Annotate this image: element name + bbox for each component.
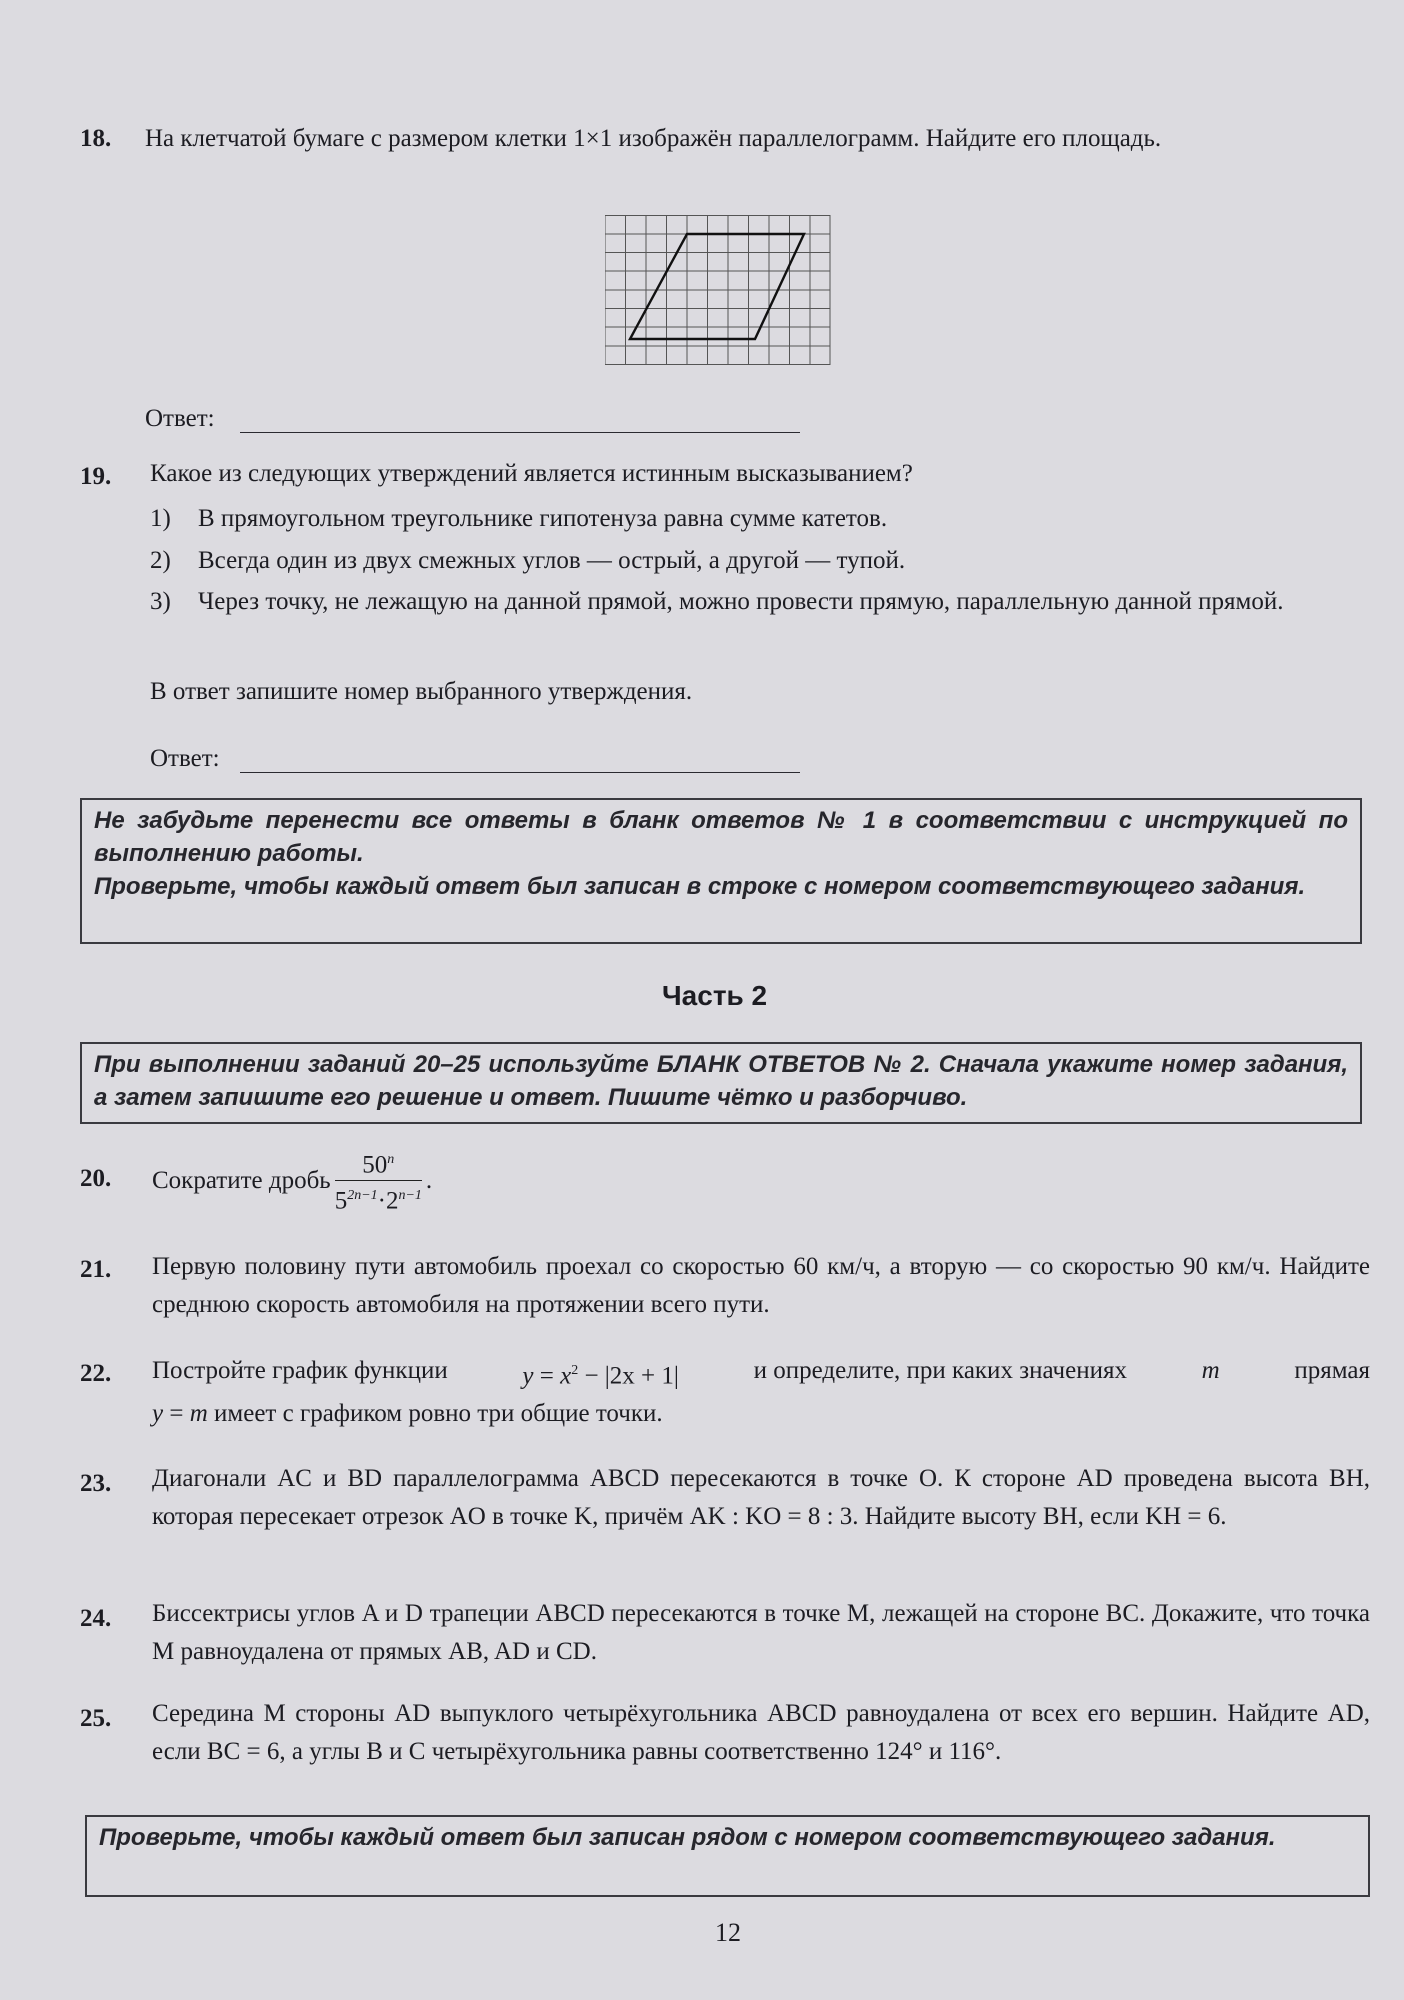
question-text-20: Сократите дробь bbox=[152, 1166, 331, 1194]
question-number-20: 20. bbox=[80, 1165, 112, 1192]
notice-box-check-answers bbox=[85, 1815, 1370, 1897]
notice-box-transfer-answers bbox=[80, 798, 1362, 944]
q22-mid: и определите, при каких значениях bbox=[753, 1357, 1127, 1384]
part-2-instruction-box bbox=[80, 1042, 1362, 1124]
question-20-period: . bbox=[425, 1166, 433, 1194]
option-3 bbox=[150, 583, 1360, 621]
line2-m: m bbox=[189, 1400, 208, 1427]
notice-2-text: Проверьте, чтобы каждый ответ был записан рядом с номером соответствующего задания. bbox=[99, 1824, 1276, 1851]
denominator-base-2: 2 bbox=[385, 1187, 399, 1215]
part-2-heading: Часть 2 bbox=[662, 980, 768, 1011]
notice-line-2: Проверьте, чтобы каждый ответ был записан в строке с номером соответствующего задания. bbox=[94, 873, 1306, 900]
denominator-base-1: 5 bbox=[334, 1187, 348, 1215]
option-number: 1) bbox=[150, 505, 171, 532]
question-text-23: Диагонали AC и BD параллелограмма ABCD пересекаются в точке O. К стороне AD проведена высота BH, которая пересекает отрезок AO в точке K, причём AK : KO = 8 : 3. Найдите высоту BH, если KH = 6. bbox=[152, 1465, 1370, 1530]
question-number-18: 18. bbox=[80, 125, 112, 152]
question-text-25: Середина M стороны AD выпуклого четырёхугольника ABCD равноудалена от всех его вершин. Найдите AD, если BC = 6, а углы B и C четырёхугольника равны соответственно 124° и 116°. bbox=[152, 1700, 1370, 1765]
answer-instruction-19: В ответ запишите номер выбранного утверждения. bbox=[150, 678, 693, 705]
grid-lines bbox=[605, 215, 830, 365]
question-number-24: 24. bbox=[80, 1605, 112, 1632]
option-number: 2) bbox=[150, 547, 171, 574]
option-2 bbox=[150, 542, 1360, 580]
option-text: Всегда один из двух смежных углов — острый, а другой — тупой. bbox=[198, 547, 906, 574]
formula-y: y bbox=[522, 1362, 534, 1390]
numerator-base: 50 bbox=[362, 1151, 388, 1179]
line2-text: имеет с графиком ровно три общие точки. bbox=[214, 1400, 663, 1427]
question-number-25: 25. bbox=[80, 1705, 112, 1732]
question-22-line-1 bbox=[152, 1352, 1370, 1395]
question-number-19: 19. bbox=[80, 463, 112, 490]
parallelogram-grid-figure bbox=[605, 215, 831, 367]
answer-field-19[interactable] bbox=[240, 772, 800, 773]
q22-formula bbox=[522, 1352, 679, 1395]
denominator-exponent-1: 2n−1 bbox=[347, 1188, 378, 1204]
formula-x: x bbox=[560, 1362, 572, 1390]
question-number-23: 23. bbox=[80, 1470, 112, 1497]
page-number: 12 bbox=[715, 1918, 741, 1947]
q22-post: прямая bbox=[1294, 1357, 1370, 1384]
line2-y: y bbox=[152, 1400, 164, 1427]
answer-label-18: Ответ: bbox=[145, 405, 215, 432]
notice-line-1: Не забудьте перенести все ответы в бланк ответов № 1 в соответствии с инструкцией по выполнению работы. bbox=[94, 807, 1348, 867]
parallelogram-shape bbox=[630, 234, 804, 339]
answer-field-18[interactable] bbox=[240, 432, 800, 433]
option-number: 3) bbox=[150, 588, 171, 615]
formula-rest: − |2x + 1| bbox=[578, 1362, 679, 1390]
question-20-line bbox=[152, 1145, 952, 1217]
question-text-18: На клетчатой бумаге с размером клетки 1×1 изображён параллелограмм. Найдите его площадь. bbox=[145, 125, 1162, 152]
question-text-19: Какое из следующих утверждений является истинным высказыванием? bbox=[150, 460, 913, 487]
question-text-21: Первую половину пути автомобиль проехал со скоростью 60 км/ч, а вторую — со скоростью 90 км/ч. Найдите среднюю скорость автомобиля на протяжении всего пути. bbox=[152, 1253, 1370, 1318]
formula-eq: = bbox=[533, 1362, 561, 1390]
numerator-exponent: n bbox=[387, 1152, 395, 1167]
line2-eq: = bbox=[163, 1400, 190, 1427]
q22-pre: Постройте график функции bbox=[152, 1357, 448, 1384]
fraction-denominator bbox=[335, 1181, 422, 1216]
answer-label-19: Ответ: bbox=[150, 745, 220, 772]
fraction bbox=[335, 1145, 422, 1217]
denominator-dot: · bbox=[377, 1187, 386, 1215]
fraction-numerator bbox=[335, 1145, 422, 1181]
question-22-line-2 bbox=[152, 1395, 1370, 1433]
question-number-21: 21. bbox=[80, 1256, 112, 1283]
option-text: Через точку, не лежащую на данной прямой, можно провести прямую, параллельную данной прямой. bbox=[198, 588, 1284, 615]
q22-m: m bbox=[1201, 1357, 1220, 1384]
question-text-24: Биссектрисы углов A и D трапеции ABCD пересекаются в точке M, лежащей на стороне BC. Докажите, что точка M равноудалена от прямых AB, AD и CD. bbox=[152, 1600, 1370, 1665]
formula-exponent: 2 bbox=[571, 1363, 579, 1378]
denominator-exponent-2: n−1 bbox=[398, 1188, 422, 1204]
option-1 bbox=[150, 500, 1360, 538]
question-number-22: 22. bbox=[80, 1360, 112, 1387]
option-text: В прямоугольном треугольнике гипотенуза равна сумме катетов. bbox=[198, 505, 888, 532]
part-2-instruction-text: При выполнении заданий 20–25 используйте БЛАНК ОТВЕТОВ № 2. Сначала укажите номер задания, а затем запишите его решение и ответ. Пишите чётко и разборчиво. bbox=[94, 1051, 1348, 1111]
